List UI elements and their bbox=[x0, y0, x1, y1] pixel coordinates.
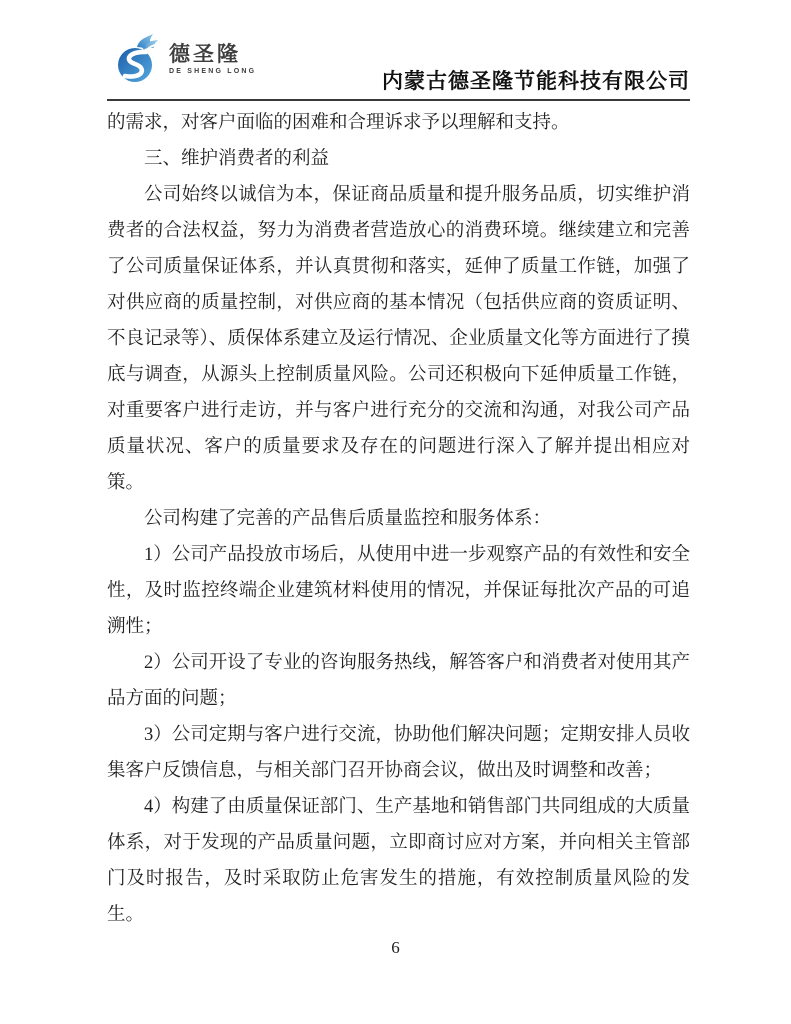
paragraph: 2）公司开设了专业的咨询服务热线，解答客户和消费者对使用其产品方面的问题； bbox=[107, 653, 690, 709]
logo-wordmark bbox=[169, 44, 256, 75]
paragraph: 的需求，对客户面临的困难和合理诉求予以理解和支持。 bbox=[107, 113, 570, 133]
page-header bbox=[107, 0, 690, 101]
company-name: 内蒙古德圣隆节能科技有限公司 bbox=[382, 69, 690, 93]
page-number: 6 bbox=[391, 938, 400, 957]
paragraph: 4）构建了由质量保证部门、生产基地和销售部门共同组成的大质量体系，对于发现的产品质量问题，立即商讨应对方案，并向相关主管部门及时报告，及时采取防止危害发生的措施，有效控制质量风险的发生。 bbox=[107, 797, 690, 925]
logo-brand-en: DE SHENG LONG bbox=[169, 67, 257, 75]
paragraph: 公司始终以诚信为本，保证商品质量和提升服务品质，切实维护消费者的合法权益，努力为消费者营造放心的消费环境。继续建立和完善了公司质量保证体系，并认真贯彻和落实，延伸了质量工作链，加强了对供应商的质量控制，对供应商的基本情况（包括供应商的资质证明、不良记录等）、质保体系建立及运行情况、企业质量文化等方面进行了摸底与调查，从源头上控制质量风险。公司还积极向下延伸质量工作链，对重要客户进行走访，并与客户进行充分的交流和沟通，对我公司产品质量状况、客户的质量要求及存在的问题进行深入了解并提出相应对策。 bbox=[107, 185, 690, 493]
document-body bbox=[107, 105, 690, 933]
section-heading: 三、维护消费者的利益 bbox=[144, 149, 330, 169]
paragraph: 1）公司产品投放市场后，从使用中进一步观察产品的有效性和安全性，及时监控终端企业建筑材料使用的情况，并保证每批次产品的可追溯性； bbox=[107, 545, 690, 637]
paragraph: 3）公司定期与客户进行交流，协助他们解决问题；定期安排人员收集客户反馈信息，与相关部门召开协商会议，做出及时调整和改善； bbox=[107, 725, 690, 781]
paragraph: 公司构建了完善的产品售后质量监控和服务体系： bbox=[144, 509, 552, 529]
dragon-s-badge-icon bbox=[115, 33, 163, 85]
company-logo bbox=[115, 33, 256, 85]
logo-brand-cn: 德圣隆 bbox=[169, 42, 241, 66]
